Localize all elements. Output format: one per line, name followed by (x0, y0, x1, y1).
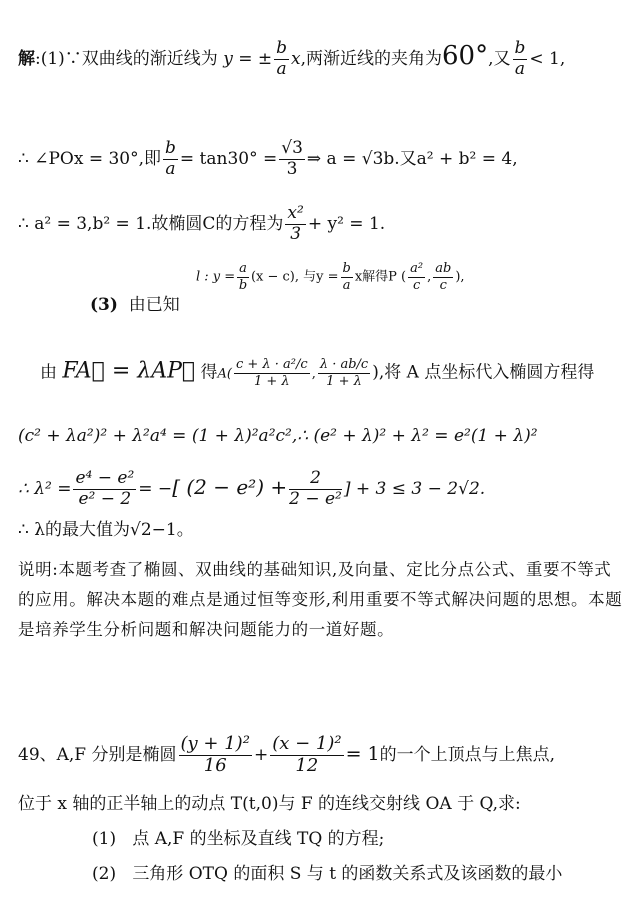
fraction: $\frac{ab}{c}$ (435, 261, 452, 293)
solution-line-8: ∴ λ² = $\frac{\text{e⁴ − e²}}{\text{e² − 2}}$ = −[ (2 − e²) + $\frac{2}{\text{2 − e²}}$ ] + 3 ≤ 3 − 2√2. (18, 468, 486, 509)
solution-line-1: 解:(1)∵双曲线的渐近线为 y = ± $\frac{b}{a}$ x,两渐近线的夹角为60°,又 $\frac{b}{a}$ < 1, (18, 38, 566, 79)
fraction: $\frac{\lambda \cdot ab/c}{1 + \lambda}$ (319, 357, 369, 389)
fraction: $\frac{\text{c + λ · a²/c}}{1 + \lambda}$ (235, 357, 308, 389)
fraction: $\frac{\text{x²}}{3}$ (287, 203, 304, 244)
solution-line-3: ∴ a² = 3,b² = 1.故椭圆C的方程为 $\frac{\text{x²}}{3}$ + y² = 1. (18, 203, 386, 244)
question-49-item-1: (1) 点 A,F 的坐标及直线 TQ 的方程; (92, 829, 385, 849)
fraction: $\frac{2}{\text{2 − e²}}$ (289, 468, 342, 509)
fraction: $\frac{\text{(y + 1)²}}{16}$ (180, 733, 250, 776)
solution-line-7: (c² + λa²)² + λ²a⁴ = (1 + λ)²a²c²,∴ (e² + λ)² + λ² = e²(1 + λ)² (18, 426, 538, 446)
solution-line-4: l : y = $\frac{a}{b}$ (x − c), 与y = $\frac{b}{a}$ x解得P ( $\frac{\text{a²}}{c}$ , $\frac{ab}{c}$ ), (196, 261, 465, 293)
solution-line-6: 由 FA⃗ = λAP⃗ 得A( $\frac{\text{c + λ · a²/c}}{1 + \lambda}$ , $\frac{\lambda \cdot ab/c}{1 + \lambda}$ ),将 A 点坐标代入椭圆方程得 (40, 357, 595, 389)
fraction: $\frac{b}{a}$ (514, 38, 526, 79)
note-paragraph: 说明:本题考查了椭圆、双曲线的基础知识,及向量、定比分点公式、重要不等式的应用。解决本题的难点是通过恒等变形,利用重要不等式解决问题的思想。本题是培养学生分析问题和解决问题能力的一道好题。 (18, 560, 623, 639)
solution-line-5: (3) 由已知 (90, 295, 180, 315)
question-49-item-2: (2) 三角形 OTQ 的面积 S 与 t 的函数关系式及该函数的最小 (92, 864, 563, 884)
solution-line-9: ∴ λ的最大值为√2−1。 (18, 520, 194, 540)
fraction: $\frac{b}{a}$ (165, 138, 176, 179)
question-49-line-2: 位于 x 轴的正半轴上的动点 T(t,0)与 F 的连线交射线 OA 于 Q,求: (18, 794, 521, 814)
solution-line-2: ∴ ∠POx = 30°,即 $\frac{b}{a}$ = tan30° = $\frac{√3}{3}$ ⇒ a = √3b.又a² + b² = 4, (18, 138, 518, 179)
fraction: $\frac{b}{a}$ (342, 261, 351, 293)
fraction: $\frac{\text{a²}}{c}$ (410, 261, 424, 293)
fraction: $\frac{\text{(x − 1)²}}{12}$ (272, 733, 342, 776)
fraction: $\frac{\text{e⁴ − e²}}{\text{e² − 2}}$ (75, 468, 135, 509)
question-49-line-1: 49、A,F 分别是椭圆 $\frac{\text{(y + 1)²}}{16}$ + $\frac{\text{(x − 1)²}}{12}$ = 1的一个上顶点与上焦点, (18, 733, 556, 776)
fraction: $\frac{√3}{3}$ (281, 138, 303, 179)
solution-label: 解 (18, 48, 35, 69)
fraction: $\frac{a}{b}$ (238, 261, 248, 293)
fraction: $\frac{b}{a}$ (276, 38, 288, 79)
